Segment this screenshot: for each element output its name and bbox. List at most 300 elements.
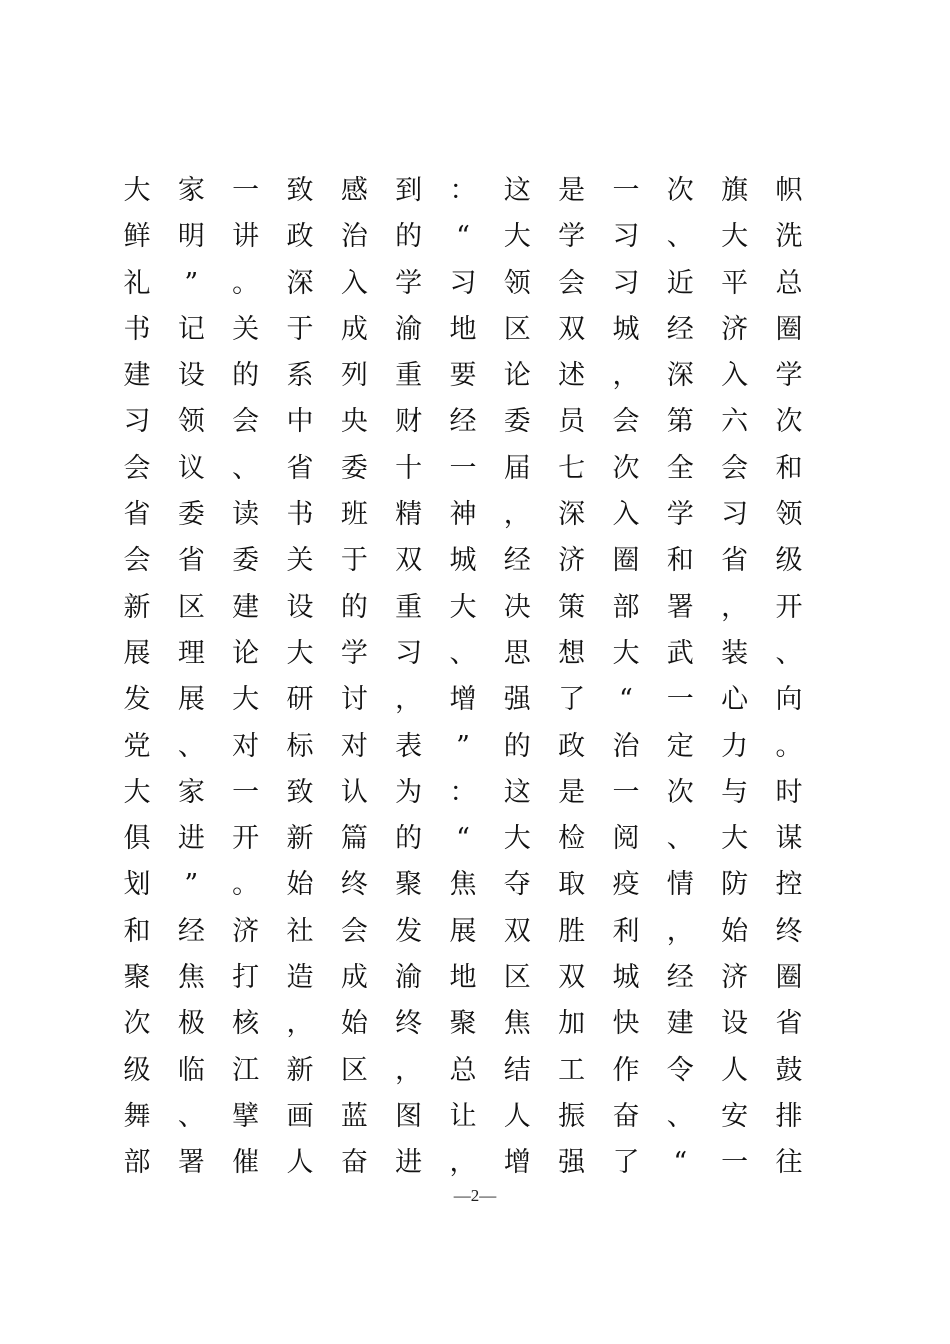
text-char: 展 xyxy=(123,637,151,669)
text-line xyxy=(110,353,816,399)
text-char: 。 xyxy=(775,730,803,762)
text-char: 级 xyxy=(775,545,803,577)
text-char: 近 xyxy=(666,267,694,299)
text-char: 人 xyxy=(721,1054,749,1086)
text-char: 焦 xyxy=(503,1008,531,1040)
text-char: 城 xyxy=(612,962,640,994)
text-char: 级 xyxy=(123,1054,151,1086)
text-char: 圈 xyxy=(775,313,803,345)
text-line xyxy=(110,492,816,538)
text-char: 与 xyxy=(721,776,749,808)
text-char: 江 xyxy=(232,1054,260,1086)
text-char: 对 xyxy=(232,730,260,762)
text-line xyxy=(110,770,816,816)
text-char: 次 xyxy=(666,175,694,206)
text-char: 学 xyxy=(340,637,368,669)
text-line xyxy=(110,399,816,445)
text-char: 习 xyxy=(612,267,640,299)
text-char: 习 xyxy=(123,406,151,438)
text-char: 总 xyxy=(449,1054,477,1086)
text-char: 区 xyxy=(340,1054,368,1086)
text-char: 会 xyxy=(123,452,151,484)
text-char: 系 xyxy=(286,360,314,392)
text-char: 于 xyxy=(340,545,368,577)
text-char: 取 xyxy=(558,869,586,901)
text-char: 检 xyxy=(558,823,586,855)
text-char: 央 xyxy=(340,406,368,438)
text-char: 疫 xyxy=(612,869,640,901)
text-char: 为 xyxy=(395,776,423,808)
text-char: 大 xyxy=(123,175,151,206)
text-char: 临 xyxy=(177,1054,205,1086)
text-char: 经 xyxy=(503,545,531,577)
text-char: 到 xyxy=(395,175,423,206)
text-char: 、 xyxy=(666,1100,694,1132)
text-char: ” xyxy=(456,730,470,762)
text-char: 极 xyxy=(177,1008,205,1040)
text-char: 领 xyxy=(775,499,803,531)
text-line xyxy=(110,1094,816,1140)
text-char: 一 xyxy=(721,1147,749,1179)
text-char: 济 xyxy=(721,962,749,994)
text-char: 聚 xyxy=(123,962,151,994)
text-char: 结 xyxy=(503,1054,531,1086)
text-char: 记 xyxy=(177,313,205,345)
text-char: 新 xyxy=(123,591,151,623)
text-char: 认 xyxy=(340,776,368,808)
text-char: 习 xyxy=(449,267,477,299)
text-char: 次 xyxy=(612,452,640,484)
text-char: 。 xyxy=(232,267,260,299)
text-char: 论 xyxy=(232,637,260,669)
text-char: 的 xyxy=(395,823,423,855)
text-char: 重 xyxy=(395,360,423,392)
text-char: 谋 xyxy=(775,823,803,855)
text-char: 署 xyxy=(177,1147,205,1179)
text-char: 济 xyxy=(232,915,260,947)
text-char: 家 xyxy=(177,776,205,808)
text-char: 始 xyxy=(340,1008,368,1040)
text-char: 一 xyxy=(666,684,694,716)
text-char: 济 xyxy=(721,313,749,345)
text-char: 大 xyxy=(503,221,531,253)
text-char: 入 xyxy=(340,267,368,299)
text-char: 经 xyxy=(177,915,205,947)
text-line xyxy=(110,214,816,260)
text-char: 重 xyxy=(395,591,423,623)
text-char: 习 xyxy=(395,637,423,669)
text-char: 鲜 xyxy=(123,221,151,253)
text-char: 一 xyxy=(612,776,640,808)
text-char: 胜 xyxy=(558,915,586,947)
text-char: 部 xyxy=(123,1147,151,1179)
text-char: ” xyxy=(184,869,199,901)
text-char: 工 xyxy=(558,1054,586,1086)
text-char: 蓝 xyxy=(340,1100,368,1132)
text-char: 中 xyxy=(286,406,314,438)
text-char: 双 xyxy=(558,313,586,345)
page-number: —2— xyxy=(453,1186,497,1205)
text-char: 家 xyxy=(177,175,205,206)
text-char: ： xyxy=(449,175,477,206)
text-char: ， xyxy=(395,684,423,716)
text-line xyxy=(110,955,816,1001)
text-char: 讨 xyxy=(340,684,368,716)
text-char: 书 xyxy=(123,313,151,345)
text-char: 令 xyxy=(666,1054,694,1086)
text-char: 划 xyxy=(123,869,151,901)
text-char: 省 xyxy=(286,452,314,484)
text-char: 十 xyxy=(395,452,423,484)
text-char: 建 xyxy=(232,591,260,623)
text-char: 武 xyxy=(666,637,694,669)
text-char: 一 xyxy=(449,452,477,484)
text-char: 了 xyxy=(558,684,586,716)
text-char: 于 xyxy=(286,313,314,345)
text-char: 帜 xyxy=(775,175,803,206)
text-char: 人 xyxy=(503,1100,531,1132)
text-char: 经 xyxy=(666,313,694,345)
text-char: 精 xyxy=(395,499,423,531)
text-char: ” xyxy=(184,267,199,299)
text-char: 学 xyxy=(558,221,586,253)
text-char: ， xyxy=(503,499,531,531)
text-char: 终 xyxy=(340,869,368,901)
text-line xyxy=(110,631,816,677)
text-char: 的 xyxy=(503,730,531,762)
text-char: 策 xyxy=(558,591,586,623)
text-char: 省 xyxy=(721,545,749,577)
text-char: 治 xyxy=(340,221,368,253)
text-char: 图 xyxy=(395,1100,423,1132)
text-char: 。 xyxy=(232,869,260,901)
text-char: 次 xyxy=(666,776,694,808)
text-char: 双 xyxy=(503,915,531,947)
text-char: ： xyxy=(449,776,477,808)
text-char: 议 xyxy=(177,452,205,484)
text-char: 思 xyxy=(503,637,531,669)
text-char: 的 xyxy=(340,591,368,623)
text-char: 夺 xyxy=(503,869,531,901)
text-char: 一 xyxy=(232,175,260,206)
text-char: ， xyxy=(286,1008,314,1040)
text-char: 班 xyxy=(340,499,368,531)
text-char: 委 xyxy=(503,406,531,438)
text-line xyxy=(110,816,816,862)
text-char: 是 xyxy=(558,175,586,206)
text-char: 擘 xyxy=(232,1100,260,1132)
body-text xyxy=(110,168,816,1187)
text-char: 圈 xyxy=(612,545,640,577)
text-char: 新 xyxy=(286,823,314,855)
text-char: 学 xyxy=(666,499,694,531)
text-char: 述 xyxy=(558,360,586,392)
text-line xyxy=(110,724,816,770)
text-char: 大 xyxy=(503,823,531,855)
text-char: 次 xyxy=(123,1008,151,1040)
text-char: 部 xyxy=(612,591,640,623)
text-char: 总 xyxy=(775,267,803,299)
text-char: 建 xyxy=(123,360,151,392)
text-char: 会 xyxy=(123,545,151,577)
text-char: 一 xyxy=(612,175,640,206)
text-char: 新 xyxy=(286,1054,314,1086)
text-char: 理 xyxy=(177,637,205,669)
text-char: 会 xyxy=(612,406,640,438)
text-char: 的 xyxy=(232,360,260,392)
text-char: 省 xyxy=(775,1008,803,1040)
text-char: 书 xyxy=(286,499,314,531)
text-char: 打 xyxy=(232,962,260,994)
text-char: 防 xyxy=(721,869,749,901)
text-char: 习 xyxy=(721,499,749,531)
text-char: 第 xyxy=(666,406,694,438)
text-char: 对 xyxy=(340,730,368,762)
text-char: 始 xyxy=(721,915,749,947)
text-char: 大 xyxy=(449,591,477,623)
text-char: 大 xyxy=(721,823,749,855)
text-char: 造 xyxy=(286,962,314,994)
text-char: 核 xyxy=(232,1008,260,1040)
text-char: 会 xyxy=(558,267,586,299)
text-char: “ xyxy=(619,684,633,716)
text-char: 、 xyxy=(666,823,694,855)
text-char: 始 xyxy=(286,869,314,901)
text-char: 增 xyxy=(449,684,477,716)
text-char: 委 xyxy=(177,499,205,531)
text-char: 加 xyxy=(558,1008,586,1040)
text-char: 定 xyxy=(666,730,694,762)
text-char: 和 xyxy=(666,545,694,577)
text-char: 催 xyxy=(232,1147,260,1179)
text-char: 是 xyxy=(558,776,586,808)
text-char: 洗 xyxy=(775,221,803,253)
text-char: 增 xyxy=(503,1147,531,1179)
text-char: 、 xyxy=(666,221,694,253)
text-char: 城 xyxy=(449,545,477,577)
text-char: 奋 xyxy=(612,1100,640,1132)
text-char: 、 xyxy=(232,452,260,484)
text-line xyxy=(110,1048,816,1094)
text-char: 省 xyxy=(177,545,205,577)
text-char: 聚 xyxy=(449,1008,477,1040)
text-char: 的 xyxy=(395,221,423,253)
text-char: “ xyxy=(456,823,470,855)
text-line xyxy=(110,909,816,955)
text-char: 情 xyxy=(666,869,694,901)
text-char: 快 xyxy=(612,1008,640,1040)
text-char: 渝 xyxy=(395,313,423,345)
text-char: 会 xyxy=(721,452,749,484)
text-line xyxy=(110,307,816,353)
text-char: 强 xyxy=(558,1147,586,1179)
text-char: 读 xyxy=(232,499,260,531)
text-char: 强 xyxy=(503,684,531,716)
text-char: 、 xyxy=(177,1100,205,1132)
text-char: 政 xyxy=(286,221,314,253)
text-char: 圈 xyxy=(775,962,803,994)
text-line xyxy=(110,261,816,307)
text-char: 成 xyxy=(340,313,368,345)
text-char: 地 xyxy=(449,313,477,345)
text-char: “ xyxy=(456,221,470,253)
text-char: 委 xyxy=(232,545,260,577)
text-char: 明 xyxy=(177,221,205,253)
text-char: 地 xyxy=(449,962,477,994)
text-line xyxy=(110,585,816,631)
text-char: 聚 xyxy=(395,869,423,901)
text-char: 建 xyxy=(666,1008,694,1040)
text-char: 治 xyxy=(612,730,640,762)
text-char: 一 xyxy=(232,776,260,808)
text-char: 排 xyxy=(775,1100,803,1132)
text-char: 表 xyxy=(395,730,423,762)
text-char: 七 xyxy=(558,452,586,484)
text-char: 设 xyxy=(177,360,205,392)
text-char: ， xyxy=(721,591,749,623)
text-char: 展 xyxy=(449,915,477,947)
text-char: 大 xyxy=(721,221,749,253)
text-char: 这 xyxy=(503,776,531,808)
text-char: 要 xyxy=(449,360,477,392)
text-char: 发 xyxy=(395,915,423,947)
text-char: 、 xyxy=(449,637,477,669)
text-char: 和 xyxy=(775,452,803,484)
text-char: 会 xyxy=(340,915,368,947)
text-char: 致 xyxy=(286,776,314,808)
text-char: 员 xyxy=(558,406,586,438)
text-char: 力 xyxy=(721,730,749,762)
text-char: 双 xyxy=(395,545,423,577)
text-char: 区 xyxy=(503,313,531,345)
text-char: 开 xyxy=(775,591,803,623)
text-char: 往 xyxy=(775,1147,803,1179)
text-char: 关 xyxy=(232,313,260,345)
text-char: 时 xyxy=(775,776,803,808)
text-char: 城 xyxy=(612,313,640,345)
text-line xyxy=(110,168,816,214)
text-char: 阅 xyxy=(612,823,640,855)
text-char: 次 xyxy=(775,406,803,438)
text-char: 鼓 xyxy=(775,1054,803,1086)
text-char: 设 xyxy=(286,591,314,623)
text-char: 焦 xyxy=(177,962,205,994)
text-line xyxy=(110,446,816,492)
text-char: 署 xyxy=(666,591,694,623)
text-char: 习 xyxy=(612,221,640,253)
text-char: 篇 xyxy=(340,823,368,855)
text-char: 论 xyxy=(503,360,531,392)
text-char: 学 xyxy=(395,267,423,299)
text-char: 致 xyxy=(286,175,314,206)
text-char: 这 xyxy=(503,175,531,206)
text-line xyxy=(110,862,816,908)
text-char: 进 xyxy=(177,823,205,855)
text-char: 财 xyxy=(395,406,423,438)
text-char: 、 xyxy=(177,730,205,762)
text-char: 经 xyxy=(449,406,477,438)
text-char: 区 xyxy=(503,962,531,994)
text-line xyxy=(110,677,816,723)
text-char: 济 xyxy=(558,545,586,577)
text-char: 装 xyxy=(721,637,749,669)
text-char: 安 xyxy=(721,1100,749,1132)
text-char: 委 xyxy=(340,452,368,484)
text-char: 作 xyxy=(612,1054,640,1086)
text-char: 平 xyxy=(721,267,749,299)
text-char: 大 xyxy=(286,637,314,669)
text-char: 感 xyxy=(340,175,368,206)
text-char: ， xyxy=(666,915,694,947)
text-char: 礼 xyxy=(123,267,151,299)
text-char: 学 xyxy=(775,360,803,392)
text-char: 奋 xyxy=(340,1147,368,1179)
text-char: 利 xyxy=(612,915,640,947)
text-char: 了 xyxy=(612,1147,640,1179)
text-char: 区 xyxy=(177,591,205,623)
text-char: 大 xyxy=(123,776,151,808)
text-char: 入 xyxy=(612,499,640,531)
text-char: 俱 xyxy=(123,823,151,855)
text-char: 神 xyxy=(449,499,477,531)
text-char: 让 xyxy=(449,1100,477,1132)
text-char: 深 xyxy=(558,499,586,531)
text-char: 决 xyxy=(503,591,531,623)
text-char: 经 xyxy=(666,962,694,994)
text-char: ， xyxy=(395,1054,423,1086)
text-char: 届 xyxy=(503,452,531,484)
text-char: 舞 xyxy=(123,1100,151,1132)
text-char: 政 xyxy=(558,730,586,762)
text-char: ， xyxy=(612,360,640,392)
text-char: 设 xyxy=(721,1008,749,1040)
text-char: 画 xyxy=(286,1100,314,1132)
text-char: 和 xyxy=(123,915,151,947)
text-char: 列 xyxy=(340,360,368,392)
text-char: 振 xyxy=(558,1100,586,1132)
text-char: 终 xyxy=(395,1008,423,1040)
text-char: 深 xyxy=(666,360,694,392)
text-char: 渝 xyxy=(395,962,423,994)
text-char: 大 xyxy=(612,637,640,669)
text-char: 人 xyxy=(286,1147,314,1179)
text-char: 省 xyxy=(123,499,151,531)
text-char: 进 xyxy=(395,1147,423,1179)
text-char: 展 xyxy=(177,684,205,716)
text-char: 标 xyxy=(286,730,314,762)
text-char: 研 xyxy=(286,684,314,716)
text-char: 领 xyxy=(177,406,205,438)
text-char: 心 xyxy=(721,684,749,716)
text-char: 发 xyxy=(123,684,151,716)
text-line xyxy=(110,1001,816,1047)
text-char: 终 xyxy=(775,915,803,947)
text-char: “ xyxy=(673,1147,688,1179)
text-char: 入 xyxy=(721,360,749,392)
text-char: 会 xyxy=(232,406,260,438)
text-char: 党 xyxy=(123,730,151,762)
text-char: 深 xyxy=(286,267,314,299)
text-char: 想 xyxy=(558,637,586,669)
text-char: 领 xyxy=(503,267,531,299)
text-char: 、 xyxy=(775,637,803,669)
text-char: 双 xyxy=(558,962,586,994)
text-line xyxy=(110,1140,816,1186)
text-char: 控 xyxy=(775,869,803,901)
text-char: 六 xyxy=(721,406,749,438)
text-char: 讲 xyxy=(232,221,260,253)
text-char: 社 xyxy=(286,915,314,947)
